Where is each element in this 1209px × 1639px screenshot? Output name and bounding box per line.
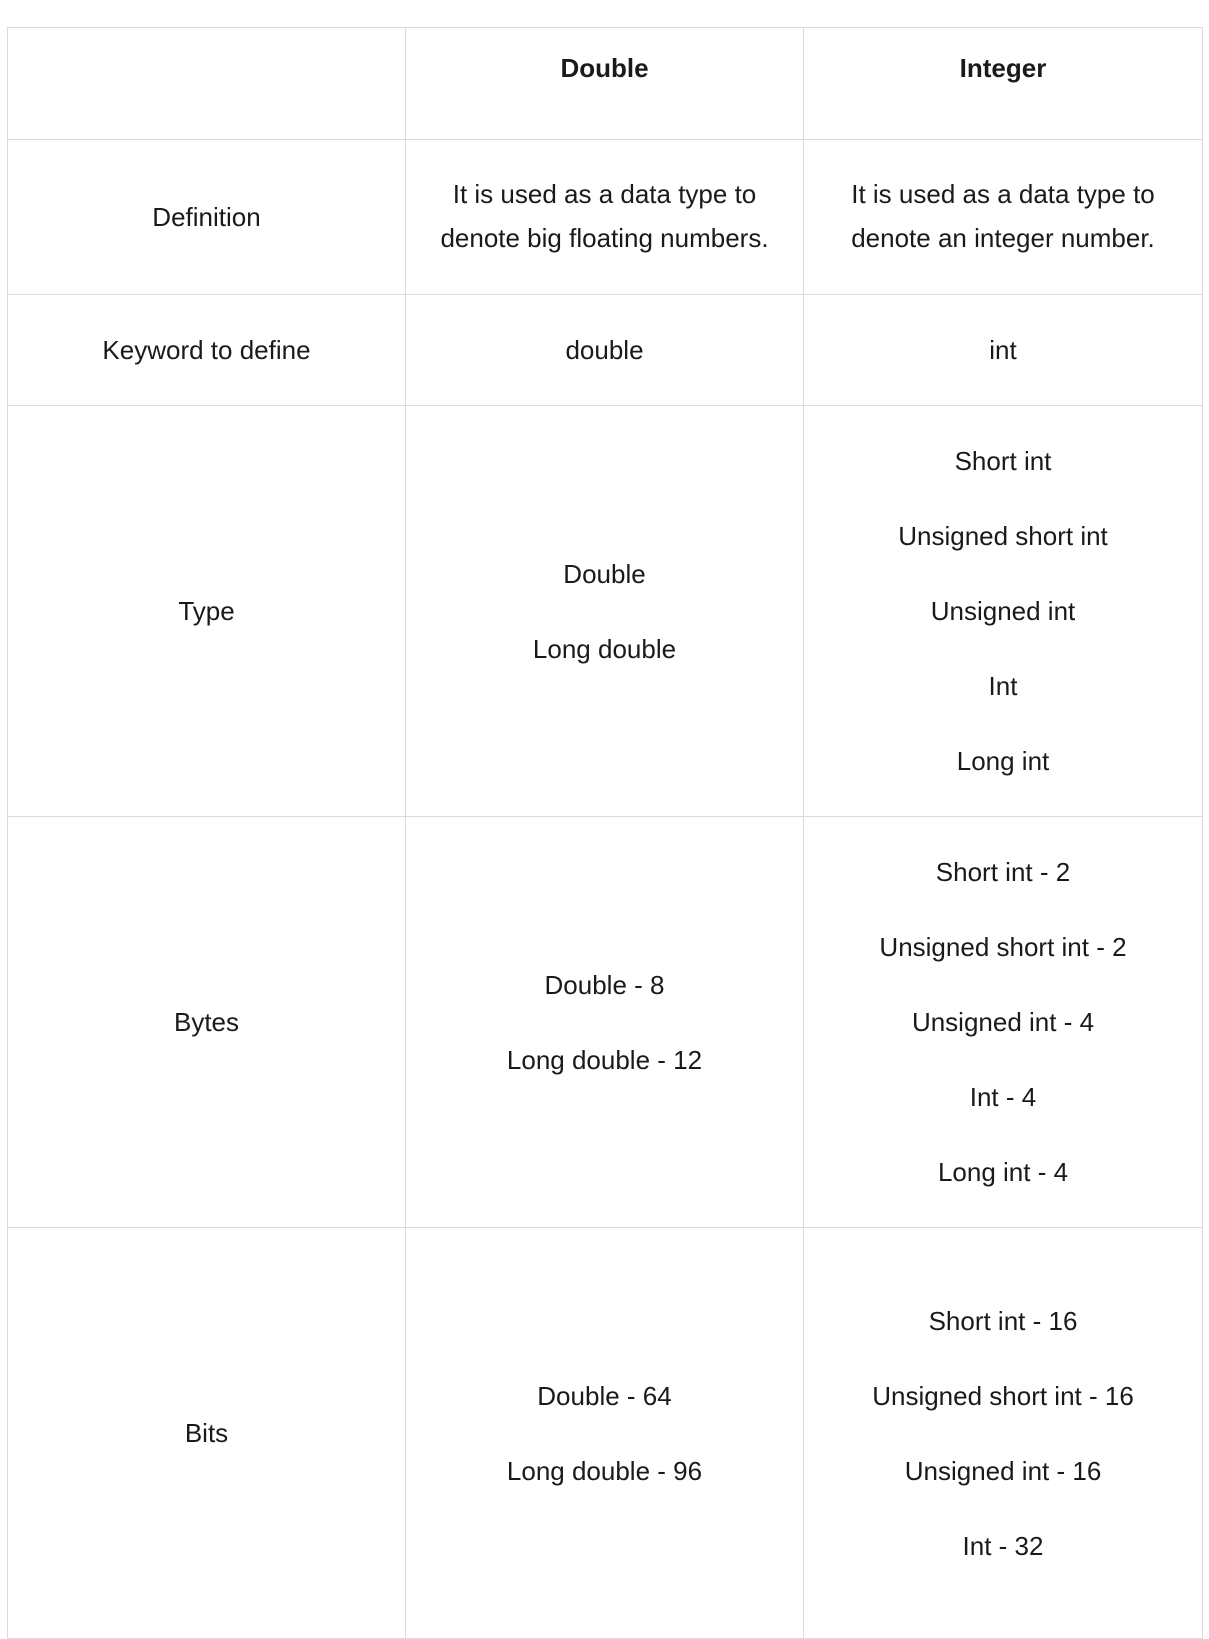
header-integer: Integer	[804, 28, 1203, 140]
type-label: Type	[8, 406, 406, 817]
bits-integer-item: Unsigned int - 16	[904, 1455, 1102, 1486]
type-integer-item: Int	[988, 671, 1018, 701]
definition-label: Definition	[8, 140, 406, 295]
type-integer-item: Unsigned int	[930, 596, 1076, 626]
bytes-label: Bytes	[8, 817, 406, 1228]
bytes-integer-item: Long int - 4	[937, 1157, 1069, 1187]
bytes-integer	[804, 817, 1203, 1228]
type-integer-item: Unsigned short int	[898, 521, 1108, 551]
bits-row	[8, 1228, 1203, 1639]
bytes-double-item: Double - 8	[544, 969, 665, 1000]
definition-integer-text: It is used as a data type to denote an integer number.	[851, 179, 1155, 253]
bits-double-item: Long double - 96	[506, 1455, 703, 1486]
bits-integer	[804, 1228, 1203, 1639]
keyword-integer: int	[804, 295, 1203, 406]
definition-row	[8, 140, 1203, 295]
bits-integer-item: Unsigned short int - 16	[872, 1380, 1134, 1411]
bits-integer-item: Int - 32	[962, 1530, 1044, 1561]
bytes-row	[8, 817, 1203, 1228]
type-double-item: Long double	[532, 633, 677, 664]
type-integer-item: Short int	[954, 446, 1052, 476]
header-double: Double	[406, 28, 804, 140]
type-double-item: Double	[563, 558, 646, 589]
definition-double-text: It is used as a data type to denote big floating numbers.	[440, 179, 769, 253]
bytes-integer-item: Short int - 2	[935, 857, 1071, 887]
comparison-table-container	[7, 27, 1202, 1639]
bytes-double-item: Long double - 12	[506, 1044, 703, 1075]
bytes-integer-item: Int - 4	[969, 1082, 1037, 1112]
definition-double	[406, 140, 804, 295]
header-row	[8, 28, 1203, 140]
bits-label: Bits	[8, 1228, 406, 1639]
double-vs-integer-table	[7, 27, 1203, 1639]
bytes-integer-item: Unsigned int - 4	[911, 1007, 1095, 1037]
definition-integer	[804, 140, 1203, 295]
bytes-integer-item: Unsigned short int - 2	[879, 932, 1127, 962]
bytes-double	[406, 817, 804, 1228]
type-double	[406, 406, 804, 817]
header-blank-cell	[8, 28, 406, 140]
keyword-double: double	[406, 295, 804, 406]
type-row	[8, 406, 1203, 817]
bits-integer-item: Short int - 16	[928, 1305, 1078, 1336]
type-integer	[804, 406, 1203, 817]
keyword-row	[8, 295, 1203, 406]
type-integer-item: Long int	[956, 746, 1050, 776]
keyword-label: Keyword to define	[8, 295, 406, 406]
bits-double	[406, 1228, 804, 1639]
bits-double-item: Double - 64	[537, 1380, 672, 1411]
